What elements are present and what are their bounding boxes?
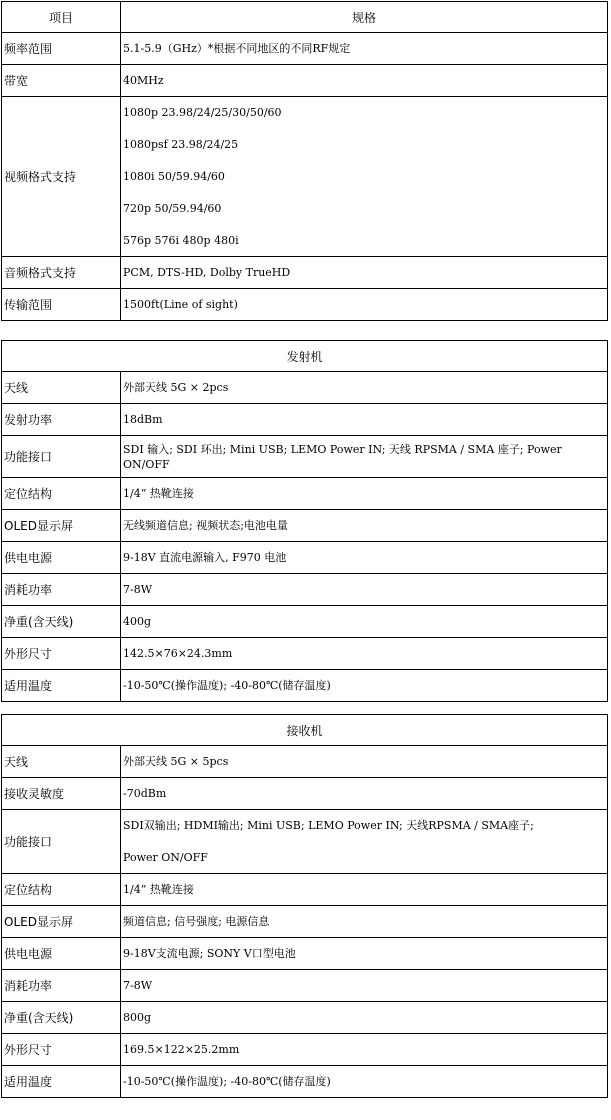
row-value: SDI 输入; SDI 环出; Mini USB; LEMO Power IN; 天线 RPSMA / SMA 座子; Power ON/OFF	[121, 436, 608, 478]
general-spec-table	[1, 1, 608, 321]
row-label: OLED显示屏	[2, 510, 121, 542]
video-format-5: 576p 576i 480p 480i	[121, 225, 608, 257]
section-title: 发射机	[2, 341, 608, 372]
row-value: PCM, DTS-HD, Dolby TrueHD	[121, 257, 608, 289]
row-label: 适用温度	[2, 1066, 121, 1098]
row-value: -10-50℃(操作温度); -40-80℃(储存温度)	[121, 1066, 608, 1098]
video-format-1: 1080p 23.98/24/25/30/50/60	[121, 97, 608, 129]
row-value: 40MHz	[121, 65, 608, 97]
row-value: 无线频道信息; 视频状态;电池电量	[121, 510, 608, 542]
row-label: 定位结构	[2, 874, 121, 906]
row-value: 800g	[121, 1002, 608, 1034]
row-label: 功能接口	[2, 436, 121, 478]
row-value: 7-8W	[121, 574, 608, 606]
row-value: 1500ft(Line of sight)	[121, 289, 608, 321]
row-value: 5.1-5.9（GHz）*根据不同地区的不同RF规定	[121, 33, 608, 65]
video-format-3: 1080i 50/59.94/60	[121, 161, 608, 193]
video-format-2: 1080psf 23.98/24/25	[121, 129, 608, 161]
video-format-4: 720p 50/59.94/60	[121, 193, 608, 225]
transmitter-spec-table	[1, 340, 608, 702]
receiver-spec-table	[1, 714, 608, 1098]
row-label: 消耗功率	[2, 574, 121, 606]
row-label: 适用温度	[2, 670, 121, 702]
row-label: 传输范围	[2, 289, 121, 321]
row-value: 频道信息; 信号强度; 电源信息	[121, 906, 608, 938]
row-label: 功能接口	[2, 810, 121, 874]
row-label: 视频格式支持	[2, 97, 121, 257]
row-value: 169.5×122×25.2mm	[121, 1034, 608, 1066]
interface-line-2: Power ON/OFF	[121, 842, 608, 874]
row-label: 音频格式支持	[2, 257, 121, 289]
row-value: 外部天线 5G × 5pcs	[121, 746, 608, 778]
row-label: 净重(含天线)	[2, 606, 121, 638]
row-label: 接收灵敏度	[2, 778, 121, 810]
header-spec: 规格	[121, 2, 608, 33]
row-value: 1/4” 热靴连接	[121, 478, 608, 510]
row-value: 9-18V支流电源; SONY V口型电池	[121, 938, 608, 970]
row-value: -70dBm	[121, 778, 608, 810]
row-label: 供电电源	[2, 542, 121, 574]
row-label: 发射功率	[2, 404, 121, 436]
row-label: 定位结构	[2, 478, 121, 510]
row-value: 142.5×76×24.3mm	[121, 638, 608, 670]
row-value: 18dBm	[121, 404, 608, 436]
header-item: 项目	[2, 2, 121, 33]
row-value: 外部天线 5G × 2pcs	[121, 372, 608, 404]
row-value: 7-8W	[121, 970, 608, 1002]
row-value: -10-50℃(操作温度); -40-80℃(储存温度)	[121, 670, 608, 702]
row-label: OLED显示屏	[2, 906, 121, 938]
row-label: 外形尺寸	[2, 638, 121, 670]
row-value: 400g	[121, 606, 608, 638]
row-label: 消耗功率	[2, 970, 121, 1002]
row-label: 频率范围	[2, 33, 121, 65]
section-title: 接收机	[2, 715, 608, 746]
row-value: 9-18V 直流电源输入, F970 电池	[121, 542, 608, 574]
row-label: 天线	[2, 372, 121, 404]
row-label: 带宽	[2, 65, 121, 97]
row-label: 天线	[2, 746, 121, 778]
row-value: 1/4” 热靴连接	[121, 874, 608, 906]
row-label: 外形尺寸	[2, 1034, 121, 1066]
row-label: 供电电源	[2, 938, 121, 970]
interface-line-1: SDI双输出; HDMI输出; Mini USB; LEMO Power IN; 天线RPSMA / SMA座子;	[121, 810, 608, 842]
row-label: 净重(含天线)	[2, 1002, 121, 1034]
